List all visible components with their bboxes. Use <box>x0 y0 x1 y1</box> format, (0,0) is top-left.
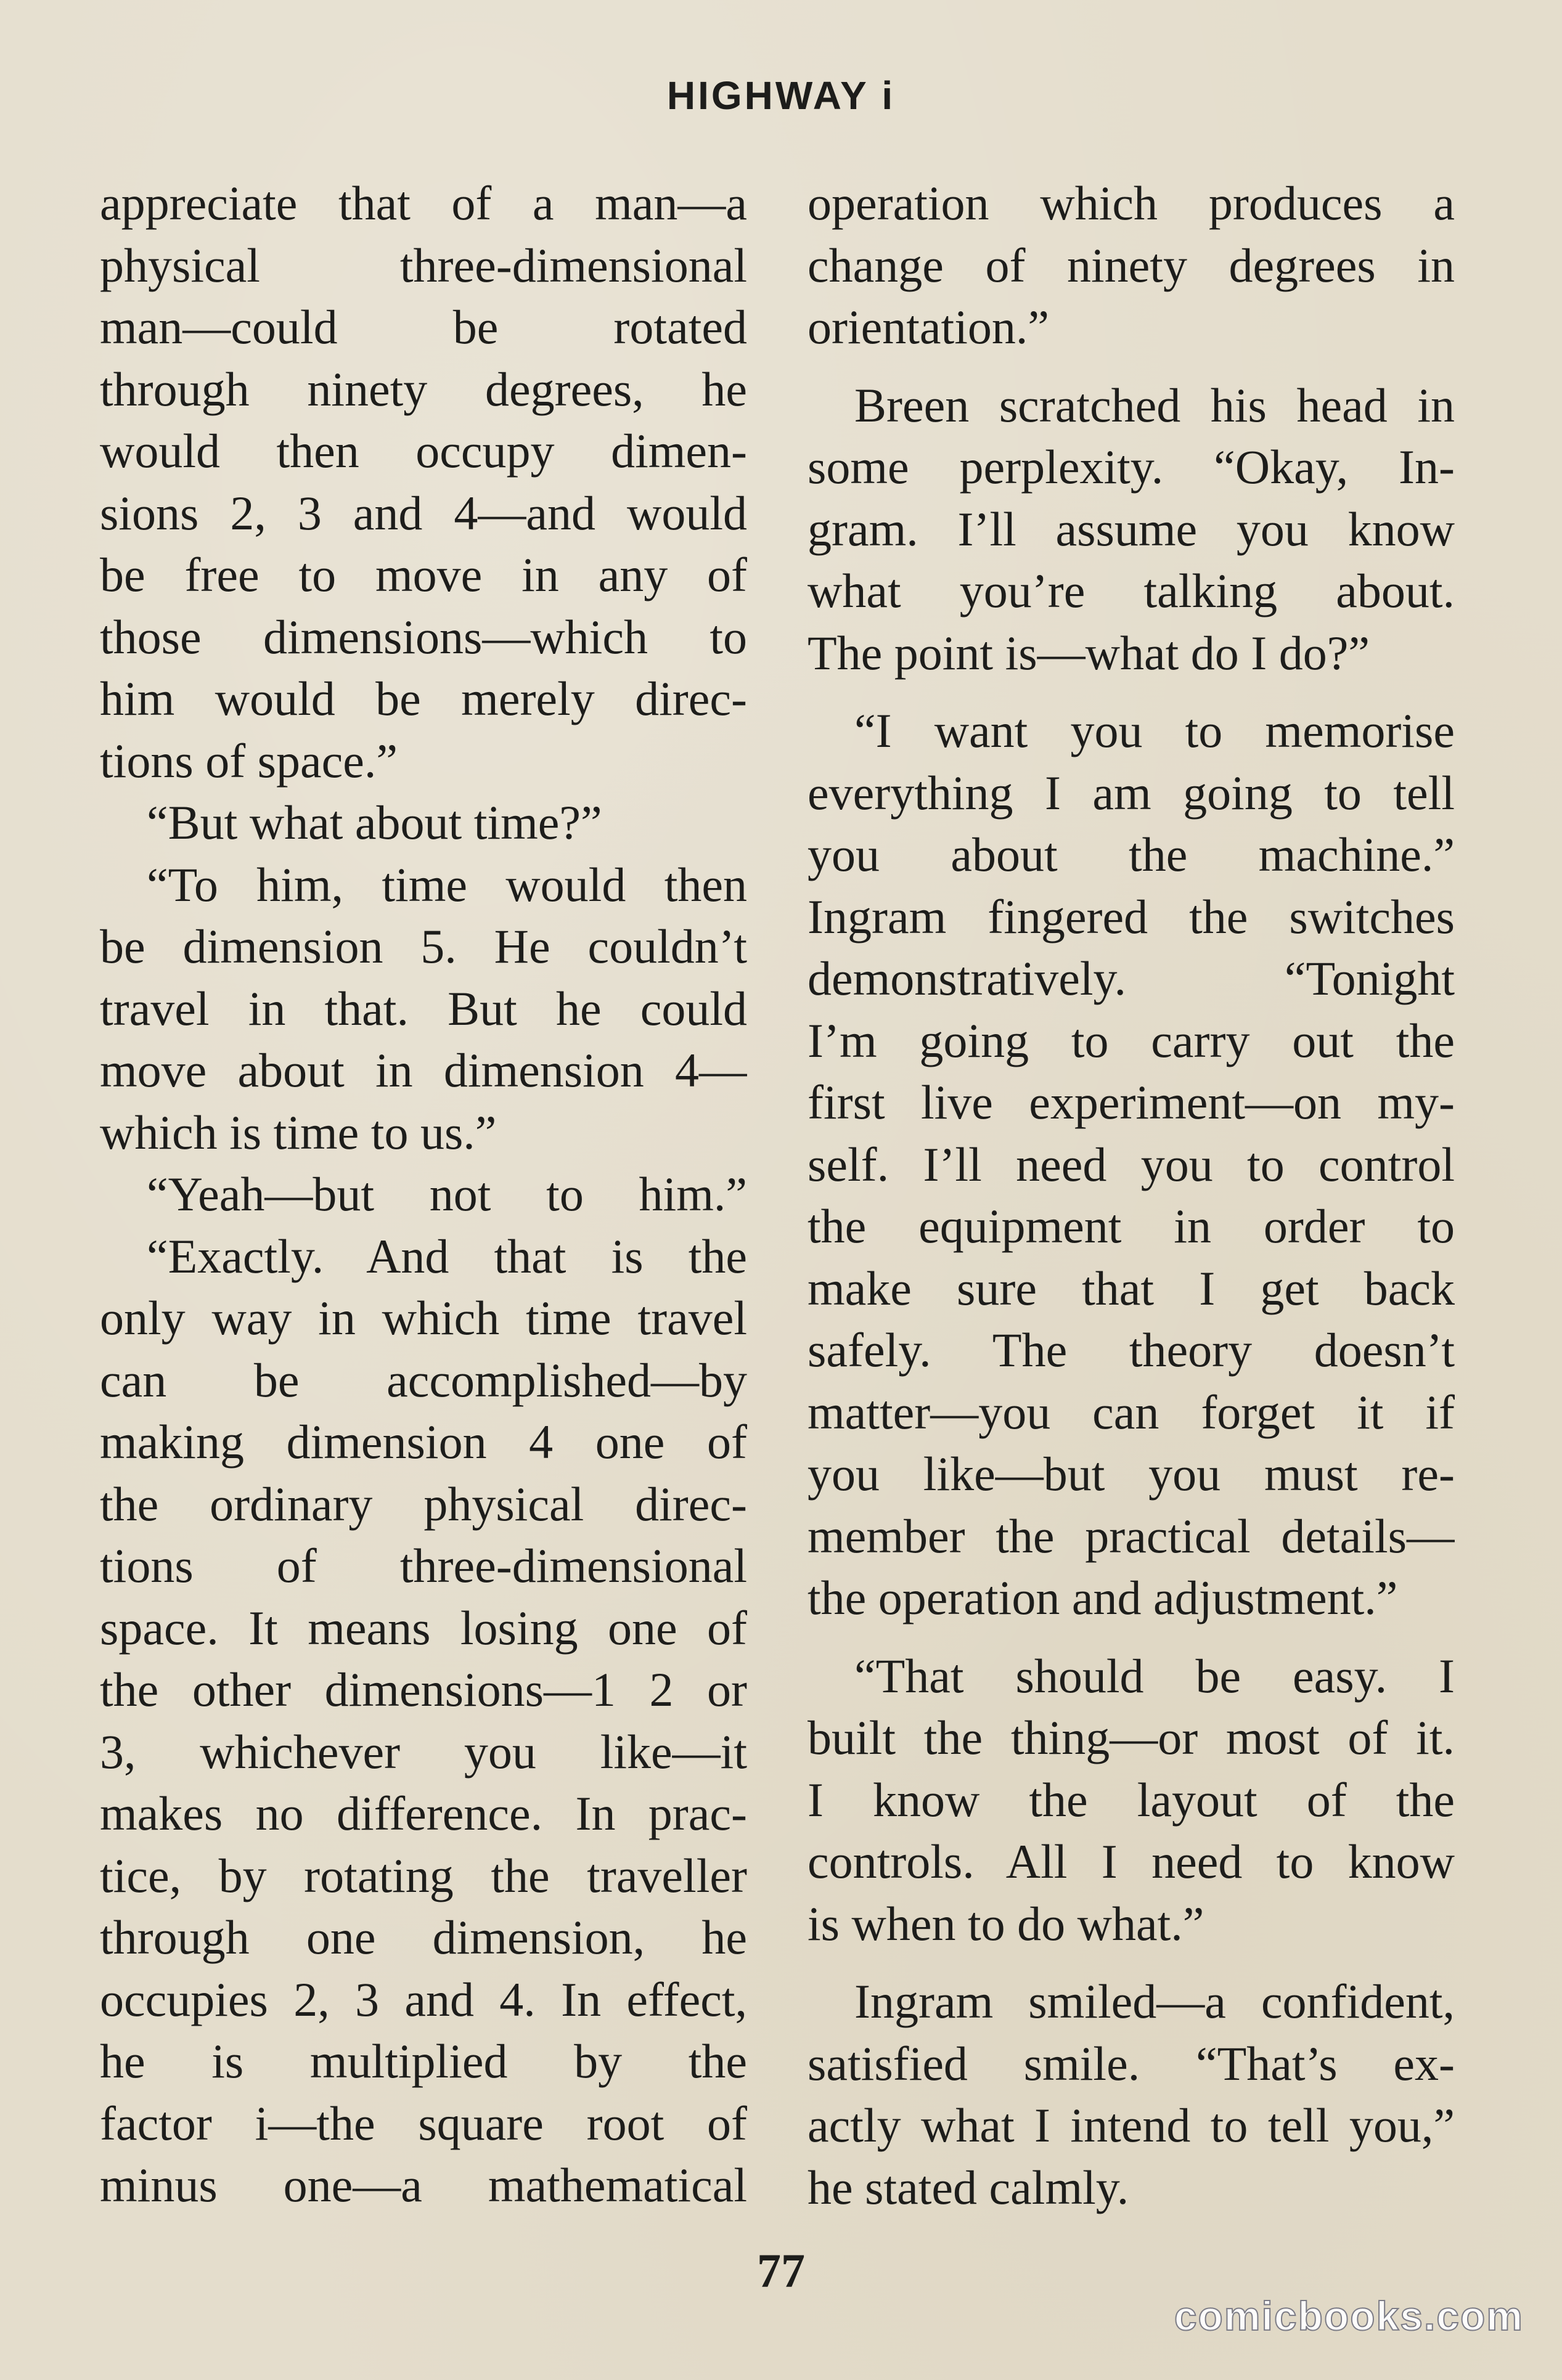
text-line: “I want you to memorise <box>854 704 1455 757</box>
text-line: tions of three-dimensional <box>100 1539 747 1592</box>
text-line: through one dimension, he <box>100 1910 747 1964</box>
text-line: he is multiplied by the <box>100 2034 747 2088</box>
text-line: him would be merely direc- <box>100 672 747 725</box>
text-line: is when to do what.” <box>808 1896 1204 1950</box>
text-line: what you’re talking about. <box>808 564 1455 617</box>
text-line: you like—but you must re- <box>808 1447 1455 1501</box>
text-line: make sure that I get back <box>808 1261 1455 1315</box>
text-line: 3, whichever you like—it <box>100 1724 747 1779</box>
text-line: actly what I intend to tell you,” <box>808 2098 1455 2152</box>
text-line: some perplexity. “Okay, In- <box>808 440 1455 494</box>
text-line: he stated calmly. <box>808 2160 1129 2214</box>
text-line: man—could be rotated <box>100 300 747 354</box>
text-line: physical three-dimensional <box>100 238 747 292</box>
text-line: be dimension 5. He couldn’t <box>100 919 747 973</box>
text-line: can be accomplished—by <box>100 1353 747 1407</box>
text-line: those dimensions—which to <box>100 609 747 664</box>
text-line: appreciate that of a man—a <box>100 176 747 230</box>
watermark: comicbooks.com <box>1174 2293 1524 2339</box>
text-line: satisfied smile. “That’s ex- <box>808 2036 1455 2090</box>
text-line: “That should be easy. I <box>854 1648 1455 1703</box>
text-line: be free to move in any of <box>100 548 747 601</box>
text-line: occupies 2, 3 and 4. In effect, <box>100 1972 747 2026</box>
running-head: HIGHWAY i <box>666 73 896 118</box>
text-line: The point is—what do I do?” <box>808 626 1370 680</box>
text-line: “Yeah—but not to him.” <box>147 1167 747 1221</box>
text-line: the ordinary physical direc- <box>100 1477 747 1531</box>
text-line: the other dimensions—1 2 or <box>100 1663 747 1716</box>
text-line: first live experiment—on my- <box>808 1075 1455 1129</box>
text-line: space. It means losing one of <box>100 1600 747 1655</box>
text-line: orientation.” <box>808 300 1050 354</box>
text-line: tice, by rotating the traveller <box>100 1848 747 1902</box>
text-line: I’m going to carry out the <box>808 1013 1455 1067</box>
text-line: controls. All I need to know <box>808 1835 1455 1888</box>
text-line: gram. I’ll assume you know <box>808 502 1455 556</box>
text-line: “But what about time?” <box>147 796 602 849</box>
text-line: sions 2, 3 and 4—and would <box>100 486 747 540</box>
text-column-left <box>100 173 747 2217</box>
text-line: tions of space.” <box>100 733 398 788</box>
text-line: which is time to us.” <box>100 1105 497 1159</box>
text-line: Ingram fingered the switches <box>808 889 1455 943</box>
text-line: demonstratively. “Tonight <box>808 952 1455 1005</box>
text-line: Breen scratched his head in <box>854 378 1455 432</box>
text-line: through ninety degrees, he <box>100 362 747 416</box>
text-line: you about the machine.” <box>808 828 1455 881</box>
text-line: the operation and adjustment.” <box>808 1571 1398 1624</box>
page-number: 77 <box>757 2244 805 2297</box>
text-line: factor i—the square root of <box>100 2096 747 2150</box>
text-line: change of ninety degrees in <box>808 238 1455 292</box>
text-line: I know the layout of the <box>808 1772 1455 1827</box>
text-line: travel in that. But he could <box>100 981 747 1035</box>
text-line: safely. The theory doesn’t <box>808 1323 1455 1377</box>
text-line: built the thing—or most of it. <box>808 1711 1455 1764</box>
text-line: the equipment in order to <box>808 1199 1455 1253</box>
text-line: Ingram smiled—a confident, <box>854 1975 1455 2028</box>
text-line: operation which produces a <box>808 176 1455 230</box>
text-line: move about in dimension 4— <box>100 1043 747 1097</box>
text-line: making dimension 4 one of <box>100 1415 747 1469</box>
text-line: self. I’ll need you to control <box>808 1137 1455 1191</box>
text-line: member the practical details— <box>808 1509 1455 1563</box>
text-column-right <box>808 173 1455 2219</box>
text-line: everything I am going to tell <box>808 765 1455 820</box>
text-line: minus one—a mathematical <box>100 2158 747 2212</box>
text-line: “To him, time would then <box>147 857 747 911</box>
text-line: “Exactly. And that is the <box>147 1229 747 1283</box>
text-line: makes no difference. In prac- <box>100 1787 747 1840</box>
text-line: matter—you can forget it if <box>808 1385 1455 1439</box>
text-line: only way in which time travel <box>100 1291 747 1345</box>
text-line: would then occupy dimen- <box>100 424 747 478</box>
